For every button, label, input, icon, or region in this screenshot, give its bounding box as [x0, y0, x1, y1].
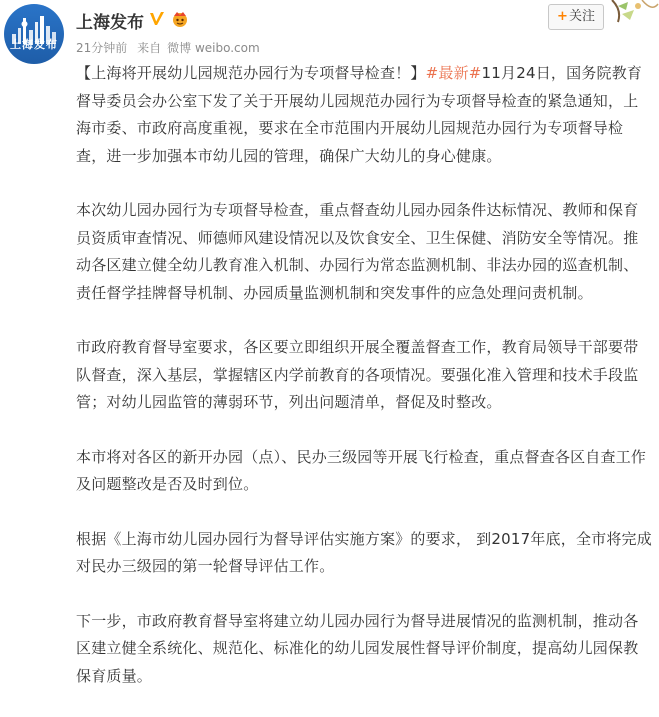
hashtag-link[interactable]: #最新# — [425, 64, 482, 82]
avatar[interactable] — [4, 4, 64, 64]
verified-v-icon — [148, 10, 166, 28]
plus-icon: + — [557, 9, 568, 24]
post-paragraph-4: 本市将对各区的新开办园（点）、民办三级园等开展飞行检查，重点督查各区自查工作及问题整改是否及时到位。 — [76, 447, 647, 493]
post-paragraph-6: 下一步，市政府教育督导室将建立幼儿园办园行为督导进展情况的监测机制，推动各区建立健全系统化、规范化、标准化的幼儿园发展性督导评价制度，提高幼儿园保教保育质量。 — [76, 611, 639, 685]
follow-button[interactable] — [548, 4, 604, 30]
post-paragraph-2: 本次幼儿园办园行为专项督导检查，重点督查幼儿园办园条件达标情况、教师和保育员资质审查情况、师德师风建设情况以及饮食安全、卫生保健、消防安全等情况。推动各区建立健全幼儿教育准入机制、办园行为常态监测机制、非法办园的巡查机制、责任督学挂牌督导机制、办园质量监测机制和突发事件的应急处理问责机制。 — [76, 201, 639, 302]
post-paragraph-1 — [76, 60, 652, 170]
post-content — [76, 60, 652, 717]
avatar-label: 上海发布 — [10, 38, 58, 51]
vip-crown-icon[interactable] — [170, 10, 190, 28]
follow-label: 关注 — [568, 9, 595, 24]
skyline-icon — [4, 4, 64, 64]
post-paragraph-5: 根据《上海市幼儿园办园行为督导评估实施方案》的要求， 到2017年底，全市将完成对民办三级园的第一轮督导评估工作。 — [76, 529, 652, 575]
source-prefix: 来自 — [137, 41, 162, 55]
post-header — [0, 0, 659, 62]
post-headline: 【上海将开展幼儿园规范办园行为专项督导检查！】 — [76, 64, 426, 82]
post-paragraph-1-body: 11月24日，国务院教育督导委员会办公室下发了关于开展幼儿园规范办园行为专项督导检查的紧急通知，上海市委、市政府高度重视，要求在全市范围内开展幼儿园规范办园行为专项督导检查，进一步加强本市幼儿园的管理，确保广大幼儿的身心健康。 — [76, 64, 643, 165]
post-meta — [76, 39, 266, 56]
post-time[interactable]: 21分钟前 — [76, 41, 128, 55]
post-paragraph-3: 市政府教育督导室要求，各区要立即组织开展全覆盖督查工作，教育局领导干部要带队督查，深入基层，掌握辖区内学前教育的各项情况。要强化准入管理和技术手段监管；对幼儿园监管的薄弱环节，列出问题清单，督促及时整改。 — [76, 338, 639, 411]
post-source[interactable]: 微博 weibo.com — [167, 41, 260, 55]
user-name[interactable]: 上海发布 — [76, 13, 144, 33]
festive-decoration-icon — [608, 0, 659, 30]
